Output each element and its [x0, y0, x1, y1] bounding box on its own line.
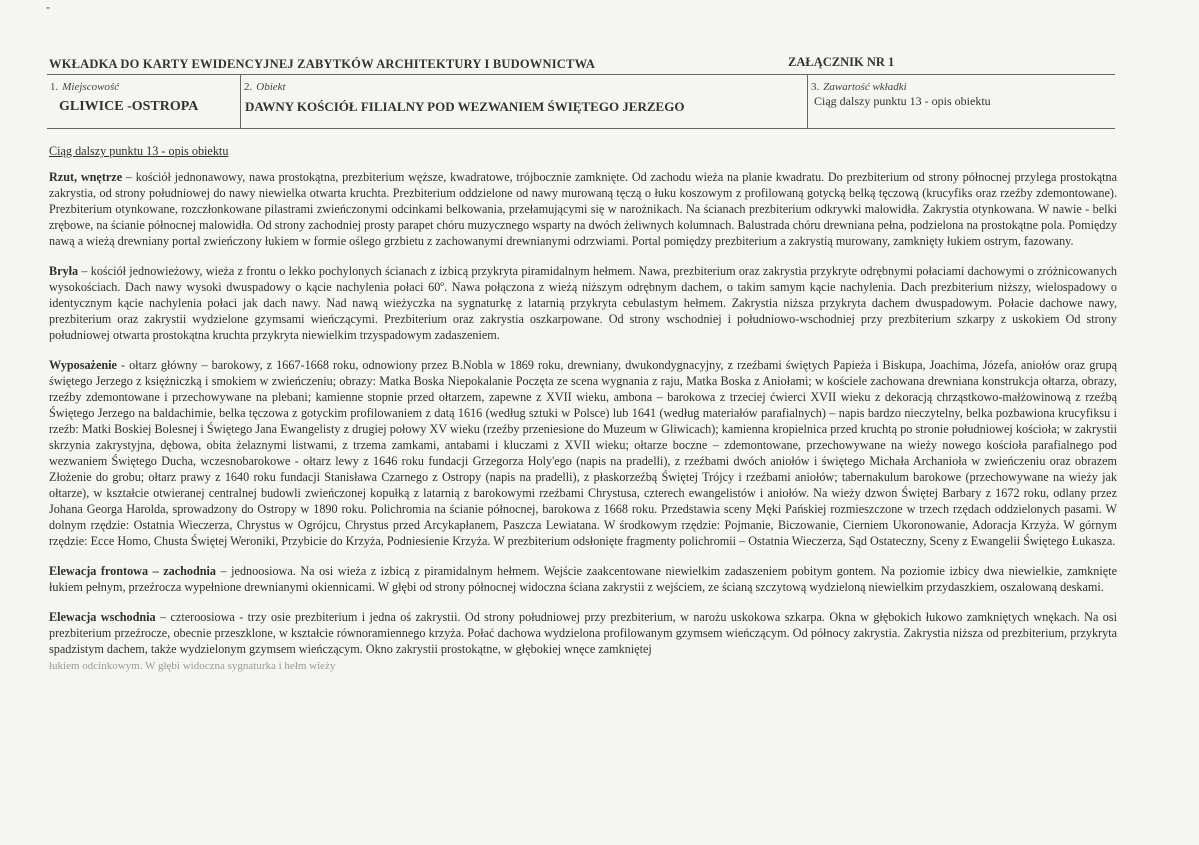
- field-value: GLIWICE -OSTROPA: [59, 99, 199, 114]
- field-number: 1.: [50, 81, 59, 93]
- corner-mark: ": [46, 6, 51, 17]
- section-text: - ołtarz główny – barokowy, z 1667-1668 roku, odnowiony przez B.Nobla w 1869 roku, drewniany, dwukondygnacyjny, z rzeźbami świętych Papieża i Biskupa, Joachima, Józefa, aniołów oraz grupą świętego Jerzego z księżniczką i smokiem w zwieńczeniu; obrazy: Matka Boska Niepokalanie Poczęta ze scena wygnania z raju, Matka Boska z Aniołami; w kościele zachowana drewniana konstrukcja ołtarza, obrazy, rzeźby zdemontowane i przechowywane na plebani; kamienne stopnie przed ołtarzem, zapewne z XVII wieku, ambona – barokowa z trzeciej ćwierci XVII wieku z dekoracją chrząstkowo-małżowinową z rzeźbą Świętego Jerzego na baldachimie, belka tęczowa z gotyckim profilowaniem z datą 1616 (według sztuki w Polsce) lub 1641 (według materiałów parafialnych) – napis bardzo nieczytelny, belka pozbawiona krucyfiksu i rzeźb: Matki Boskiej Bolesnej i Świętego Jana Ewangelisty z drugiej połowy XV wieku (rzeźby przeniesione do Muzeum w Gliwicach); kamienna kropielnica przed kruchtą po stronie południowej kościoła; w zakrystii skrzynia zakrystyjna, dębowa, obita żelaznymi listwami, z trzema zamkami, antabami i kluczami z XVII wieku; ołtarze boczne – zdemontowane, przechowywane na wieży nowego kościoła parafialnego pod wezwaniem Świętego Ducha, wczesnobarokowe - ołtarz lewy z 1646 roku fundacji Grzegorza Holy'ego (napis na pradelli), z rzeźbami dwóch aniołów i świętego Michała Archanioła w zwieńczeniu oraz obrazem Złożenie do grobu; ołtarz prawy z 1640 roku fundacji Stanisława Czarnego z Ostropy (napis na pradelli), z płaskorzeźbą Świętej Trójcy i rzeźbami aniołów; tabernakulum barokowe (przechowywane na wieży jak ołtarze), w kształcie otwieranej centralnej budowli zwieńczonej kopułką z latarnią z barokowymi rzeźbami Chrystusa, czterech ewangelistów i aniołów. Na wieży dzwon Świętej Barbary z 1672 roku, odlany przez Johana Georga Harolda, sprowadzony do Ostropy w 1890 roku. Polichromia na ścianie północnej, barokowa z 1668 roku. Przedstawia sceny Męki Pańskiej rozmieszczone w trzech rzędach oddzielonych pasami. W dolnym rzędzie: Ostatnia Wieczerza, Chrystus w Ogrójcu, Chrystus przed Arcykapłanem, Paszcza Lewiatana. W środkowym rzędzie: Pojmanie, Biczowanie, Cierniem Ukoronowanie, Adoracja Krzyża. W górnym rzędzie: Ecce Homo, Chusta Świętej Weroniki, Przybicie do Krzyża, Podniesienie Krzyża. W prezbiterium odsłonięte fragmenty polichromii – Ostatnia Wieczerza, Sąd Ostateczny, Sceny z Ewangelii Świętego Łukasza.: [49, 358, 1117, 548]
- header-table: [47, 74, 1115, 129]
- section-massing: [49, 263, 1117, 343]
- section-plan-interior: [49, 169, 1117, 249]
- document-title: WKŁADKA DO KARTY EWIDENCYJNEJ ZABYTKÓW ARCHITEKTURY I BUDOWNICTWA: [49, 57, 596, 71]
- field-label: Zawartość wkładki: [823, 81, 907, 93]
- field-number: 2.: [244, 81, 253, 93]
- field-object: [240, 75, 807, 128]
- attachment-label: ZAŁĄCZNIK NR 1: [788, 55, 895, 69]
- body-text: [49, 143, 1117, 674]
- section-heading: Bryła: [49, 264, 79, 278]
- field-value: Ciąg dalszy punktu 13 - opis obiektu: [814, 94, 991, 108]
- section-subtitle: Ciąg dalszy punktu 13 - opis obiektu: [49, 144, 229, 158]
- field-number: 3.: [811, 81, 820, 93]
- field-label: Obiekt: [256, 81, 286, 93]
- field-contents: [807, 75, 1116, 128]
- section-heading: Rzut, wnętrze: [49, 170, 123, 184]
- section-heading: Elewacja frontowa – zachodnia: [49, 564, 217, 578]
- section-heading: Elewacja wschodnia: [49, 610, 156, 624]
- field-label: Miejscowość: [62, 81, 120, 93]
- section-east-elevation: [49, 609, 1117, 674]
- cut-off-line: łukiem odcinkowym. W głębi widoczna sygnaturka i hełm wieży: [49, 660, 336, 672]
- section-heading: Wyposażenie: [49, 358, 117, 372]
- section-text: – czteroosiowa - trzy osie prezbiterium i jedna oś zakrystii. Od strony południowej przy prezbiterium, w narożu uskokowa szkarpa. Okna w głębokich łukowo zamkniętych wnękach. Na osi prezbiterium przeźrocze, obecnie przeszklone, w kształcie równoramiennego krzyża. Połać dachowa wydzielona profilowanym gzymsem wieńczącym. Od północy zakrystia. Zakrystia niższa od prezbiterium, przykryta spadzistym dachem, także wydzielonym gzymsem wieńczącym. Okno zakrystii prostokątne, w głębokiej wnęce zamkniętej: [49, 610, 1117, 656]
- section-text: – jednoosiowa. Na osi wieża z izbicą z piramidalnym hełmem. Wejście zaakcentowane niewielkim zadaszeniem pobitym gontem. Na poziomie izbicy dwa niewielkie, zamknięte łukiem pełnym, przeźrocza wypełnione drewnianymi okiennicami. W głębi od strony północnej widoczna ściana zakrystii z wejściem, ze ścianą szczytową wydzieloną niewielkim przydaszkiem, oszalowaną deskami.: [49, 564, 1117, 594]
- section-text: – kościół jednowieżowy, wieża z frontu o lekko pochylonych ścianach z izbicą przykryta piramidalnym hełmem. Nawa, prezbiterium oraz zakrystia przykryte odrębnymi połaciami dachowymi o zróżnicowanych wysokościach. Dach nawy wysoki dwuspadowy o kącie nachylenia połaci 60º. Nawa połączona z wieżą niższym odrębnym dachem, o takim samym kącie nachylenia. Dach prezbiterium niższy, wielospadowy o identycznym kącie nachylenia połaci jak dach nawy. Nad nawą wieżyczka na sygnaturkę z latarnią przykryta cebulastym hełmem. Zakrystia niższa przykryta dachem dwuspadowym. Połacie dachowe nawy, prezbiterium oraz zakrystii wydzielone gzymsami wieńczącymi. Prezbiterium oraz zakrystia oszkarpowane. Od strony wschodniej i południowo-wschodniej przy prezbiterium szkarpy z uskokiem Od strony południowej otwarta prostokątna kruchta przykryta niewielkim trzyspadowym zadaszeniem.: [49, 264, 1117, 342]
- section-west-elevation: [49, 563, 1117, 595]
- field-value: DAWNY KOŚCIÓŁ FILIALNY POD WEZWANIEM ŚWIĘTEGO JERZEGO: [245, 99, 685, 114]
- field-locality: [47, 75, 239, 128]
- section-furnishings: [49, 357, 1117, 549]
- section-text: – kościół jednonawowy, nawa prostokątna, prezbiterium węższe, kwadratowe, trójbocznie zamknięte. Od zachodu wieża na planie kwadratu. Do prezbiterium od strony północnej przylega prostokątna zakrystia, od strony południowej do nawy niewielka otwarta kruchta. Prezbiterium oddzielone od nawy murowaną tęczą o łuku koszowym z profilowaną gotycką belką tęczową (krucyfiks oraz rzeźby zdemontowane). Prezbiterium otynkowane, rozczłonkowane pilastrami zwieńczonymi odcinkami belkowania, przełamującymi się w narożnikach. Na ścianach prezbiterium odkrywki malowidła. Zakrystia otynkowana. W nawie - belki zrębowe, na ścianie północnej malowidła. Od strony zachodniej prosty parapet chóru muzycznego wsparty na dwóch żeliwnych kolumnach. Balustrada chóru drewniana pełna, podzielona na prostokątne pola. Pomiędzy nawą a wieżą drewniany portal zwieńczony łukiem w formie oślego grzbietu z zachowanymi drewnianymi odrzwiami. Portal pomiędzy prezbiterium a zakrystią murowany, zamknięty łukiem ostrym, fazowany.: [49, 170, 1118, 248]
